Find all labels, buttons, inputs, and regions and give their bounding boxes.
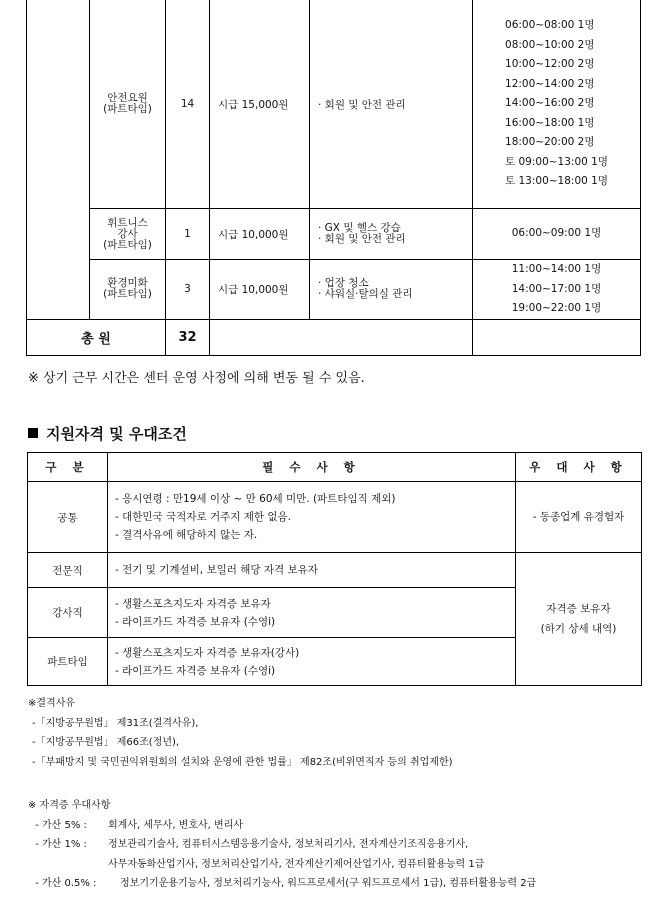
count-cell: 14 xyxy=(166,0,210,209)
position-cell: 휘트니스 강사 (파트타임) xyxy=(90,209,166,260)
hours-cell: 06:00~08:00 1명 08:00~10:00 2명 10:00~12:00 2명 12:00~14:00 2명 14:00~16:00 2명 16:00~18:00 1명 18:00~20:00 2명 토 09:00~13:00 1명 토 13:00~18:00 1명 xyxy=(473,0,641,209)
column-header: 우 대 사 항 xyxy=(516,453,642,482)
table-row xyxy=(27,260,641,320)
qualification-table xyxy=(27,452,642,686)
list-item: -「지방공무원법」 제66조(정년), xyxy=(32,737,180,748)
table-header-row xyxy=(28,453,642,482)
count-cell: 1 xyxy=(166,209,210,260)
table-row xyxy=(27,209,641,260)
schedule-note: ※ 상기 근무 시간은 센터 운영 사정에 의해 변동 될 수 있음. xyxy=(28,371,365,386)
count-cell: 3 xyxy=(166,260,210,320)
duties-cell: · GX 및 헬스 강습 · 회원 및 안전 관리 xyxy=(310,209,473,260)
total-count: 32 xyxy=(166,319,210,355)
column-header: 필 수 사 항 xyxy=(108,453,516,482)
list-item: - 가산 1% : 정보관리기술사, 컴퓨터시스템응용기술사, 정보처리기사, 전자계산기조직응용기사, 사무자동화산업기사, 정보처리산업기사, 전자계산기제어산업기사, 컴퓨터활용능력 1급 xyxy=(32,839,485,870)
hours-cell: 11:00~14:00 1명 14:00~17:00 1명 19:00~22:00 1명 xyxy=(473,260,641,320)
section-title: 지원자격 및 우대조건 xyxy=(28,423,187,444)
preferred-cell-merged: 자격증 보유자 (하기 상세 내역) xyxy=(516,553,642,686)
required-cell: - 응시연령 : 만19세 이상 ~ 만 60세 미만. (파트타임직 제외) - 대한민국 국적자로 거주지 제한 없음. - 결격사유에 해당하지 않는 자. xyxy=(108,482,516,553)
list-item: - 가산 5% : 회계사, 세무사, 변호사, 변리사 xyxy=(32,819,243,831)
table-row xyxy=(27,0,641,209)
hours-cell: 06:00~09:00 1명 xyxy=(473,209,641,260)
total-label: 총 원 xyxy=(27,319,166,355)
category-cell: 파트타임 xyxy=(28,638,108,686)
cert-preference-notes xyxy=(28,796,536,894)
position-cell: 안전요원 (파트타임) xyxy=(90,0,166,209)
position-cell: 환경미화 (파트타임) xyxy=(90,260,166,320)
notes-title: ※ 자격증 우대사항 xyxy=(28,800,111,811)
category-cell: 강사직 xyxy=(28,588,108,638)
pay-cell: 시급 15,000원 xyxy=(210,0,310,209)
list-item: -「부패방지 및 국민권익위원회의 설치와 운영에 관한 법률」 제82조(비위면직자 등의 취업제한) xyxy=(32,756,453,768)
category-cell: 전문직 xyxy=(28,553,108,588)
category-cell: 공통 xyxy=(28,482,108,553)
list-item: - 가산 0.5% : 정보기기운용기능사, 정보처리기능사, 워드프로세서(구 워드프로세서 1급), 컴퓨터활용능력 2급 xyxy=(32,878,537,889)
table-row xyxy=(28,482,642,553)
required-cell: - 생활스포츠지도자 자격증 보유자(강사) - 라이프가드 자격증 보유자 (수영ⅰ) xyxy=(108,638,516,686)
square-bullet-icon xyxy=(28,428,38,438)
column-header: 구 분 xyxy=(28,453,108,482)
preferred-cell: - 동종업계 유경험자 xyxy=(516,482,642,553)
notes-title: ※결격사유 xyxy=(28,698,76,709)
required-cell: - 전기 및 기계설비, 보일러 해당 자격 보유자 xyxy=(108,553,516,588)
duties-cell: · 회원 및 안전 관리 xyxy=(310,0,473,209)
duties-cell: · 업장 청소 · 샤워실·탈의실 관리 xyxy=(310,260,473,320)
pay-cell: 시급 10,000원 xyxy=(210,260,310,320)
table-row xyxy=(28,553,642,588)
total-row xyxy=(27,319,641,355)
staff-table xyxy=(26,0,641,356)
list-item: -「지방공무원법」 제31조(결격사유), xyxy=(32,717,199,729)
pay-cell: 시급 10,000원 xyxy=(210,209,310,260)
disqualification-notes xyxy=(28,694,453,772)
blank-cell xyxy=(27,0,90,319)
required-cell: - 생활스포츠지도자 자격증 보유자 - 라이프가드 자격증 보유자 (수영ⅰ) xyxy=(108,588,516,638)
